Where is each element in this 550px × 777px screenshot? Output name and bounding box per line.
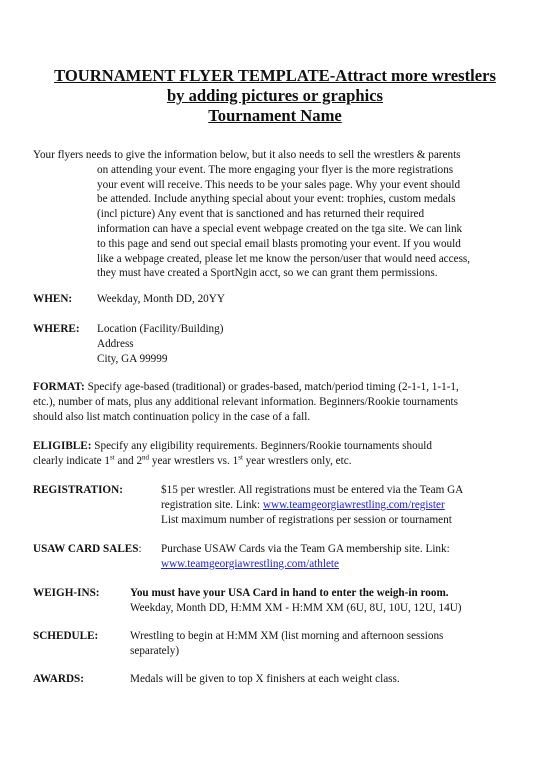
intro-paragraph [33, 148, 525, 281]
eligible-text: clearly indicate 1 [33, 454, 111, 467]
title-line-1: TOURNAMENT FLYER TEMPLATE-Attract more wrestlers [54, 66, 496, 85]
eligible-text: and 2 [114, 454, 143, 467]
awards-label: AWARDS: [33, 673, 84, 685]
usaw-link[interactable]: www.teamgeorgiawrestling.com/athlete [161, 557, 340, 570]
intro-line: like a webpage created, please let me know the person/user that would need access, [97, 252, 471, 265]
title-line-2: by adding pictures or graphics [166, 86, 384, 105]
awards-text: Medals will be given to top X finishers at each weight class. [130, 673, 400, 685]
usaw-text: Purchase USAW Cards via the Team GA membership site. Link: [161, 543, 450, 555]
format-text: etc.), number of mats, plus any additional relevant information. Beginners/Rookie tournaments [33, 395, 459, 408]
registration-text: registration site. Link: [161, 498, 263, 511]
eligible-label: ELIGIBLE: [33, 440, 92, 452]
intro-line: they must have created a SportNgin acct, so we can grant them permissions. [97, 267, 438, 280]
intro-line: to this page and send out special email blasts promoting your event. If you would [97, 237, 461, 250]
eligible-text: year wrestlers vs. 1 [149, 454, 239, 467]
schedule-text: separately) [130, 644, 180, 657]
registration-label: REGISTRATION: [33, 484, 123, 496]
format-text: Specify age-based (traditional) or grades-based, match/period timing (2-1-1, 1-1-1, [84, 381, 459, 393]
format-label: FORMAT: [33, 381, 85, 393]
when-label: WHEN: [33, 293, 73, 305]
weighins-card-notice: You must have your USA Card in hand to enter the weigh-in room. [130, 587, 449, 599]
title-line-3: Tournament Name [208, 106, 342, 125]
intro-line: (incl picture) Any event that is sanctioned and has returned their required [97, 208, 425, 221]
weighins-time: Weekday, Month DD, H:MM XM - H:MM XM (6U, 8U, 10U, 12U, 14U) [130, 601, 462, 614]
ordinal-suffix: st [238, 453, 243, 462]
eligible-section [33, 439, 525, 469]
schedule-label: SCHEDULE: [33, 630, 99, 642]
registration-text: $15 per wrestler. All registrations must be entered via the Team GA [161, 484, 464, 496]
where-address: Address [97, 337, 134, 350]
usaw-label: USAW CARD SALES [33, 543, 139, 555]
where-label: WHERE: [33, 323, 80, 335]
format-section [33, 380, 525, 424]
page-title [28, 66, 522, 126]
intro-line: information can have a special event webpage created on the tga site. We can link [97, 222, 463, 235]
intro-line: be attended. Include anything special about your event: trophies, custom medals [97, 193, 456, 206]
usaw-colon: : [138, 543, 142, 555]
intro-line: Your flyers needs to give the information below, but it also needs to sell the wrestlers & parents [33, 149, 461, 161]
ordinal-suffix: nd [142, 453, 150, 462]
weighins-label: WEIGH-INS: [33, 587, 100, 599]
ordinal-suffix: st [110, 453, 115, 462]
intro-line: your event will receive. This needs to be your sales page. Why your event should [97, 178, 461, 191]
eligible-text: year wrestlers only, etc. [242, 454, 352, 467]
schedule-text: Wrestling to begin at H:MM XM (list morning and afternoon sessions [130, 630, 444, 642]
eligible-text: Specify any eligibility requirements. Beginners/Rookie tournaments should [91, 440, 432, 452]
where-city: City, GA 99999 [97, 352, 168, 365]
format-text: should also list match continuation policy in the case of a fall. [33, 410, 311, 423]
intro-line: on attending your event. The more engaging your flyer is the more registrations [97, 163, 454, 176]
when-value: Weekday, Month DD, 20YY [97, 293, 225, 305]
where-location: Location (Facility/Building) [97, 323, 224, 335]
registration-link[interactable]: www.teamgeorgiawrestling.com/register [262, 498, 445, 511]
registration-text: List maximum number of registrations per session or tournament [161, 513, 452, 526]
